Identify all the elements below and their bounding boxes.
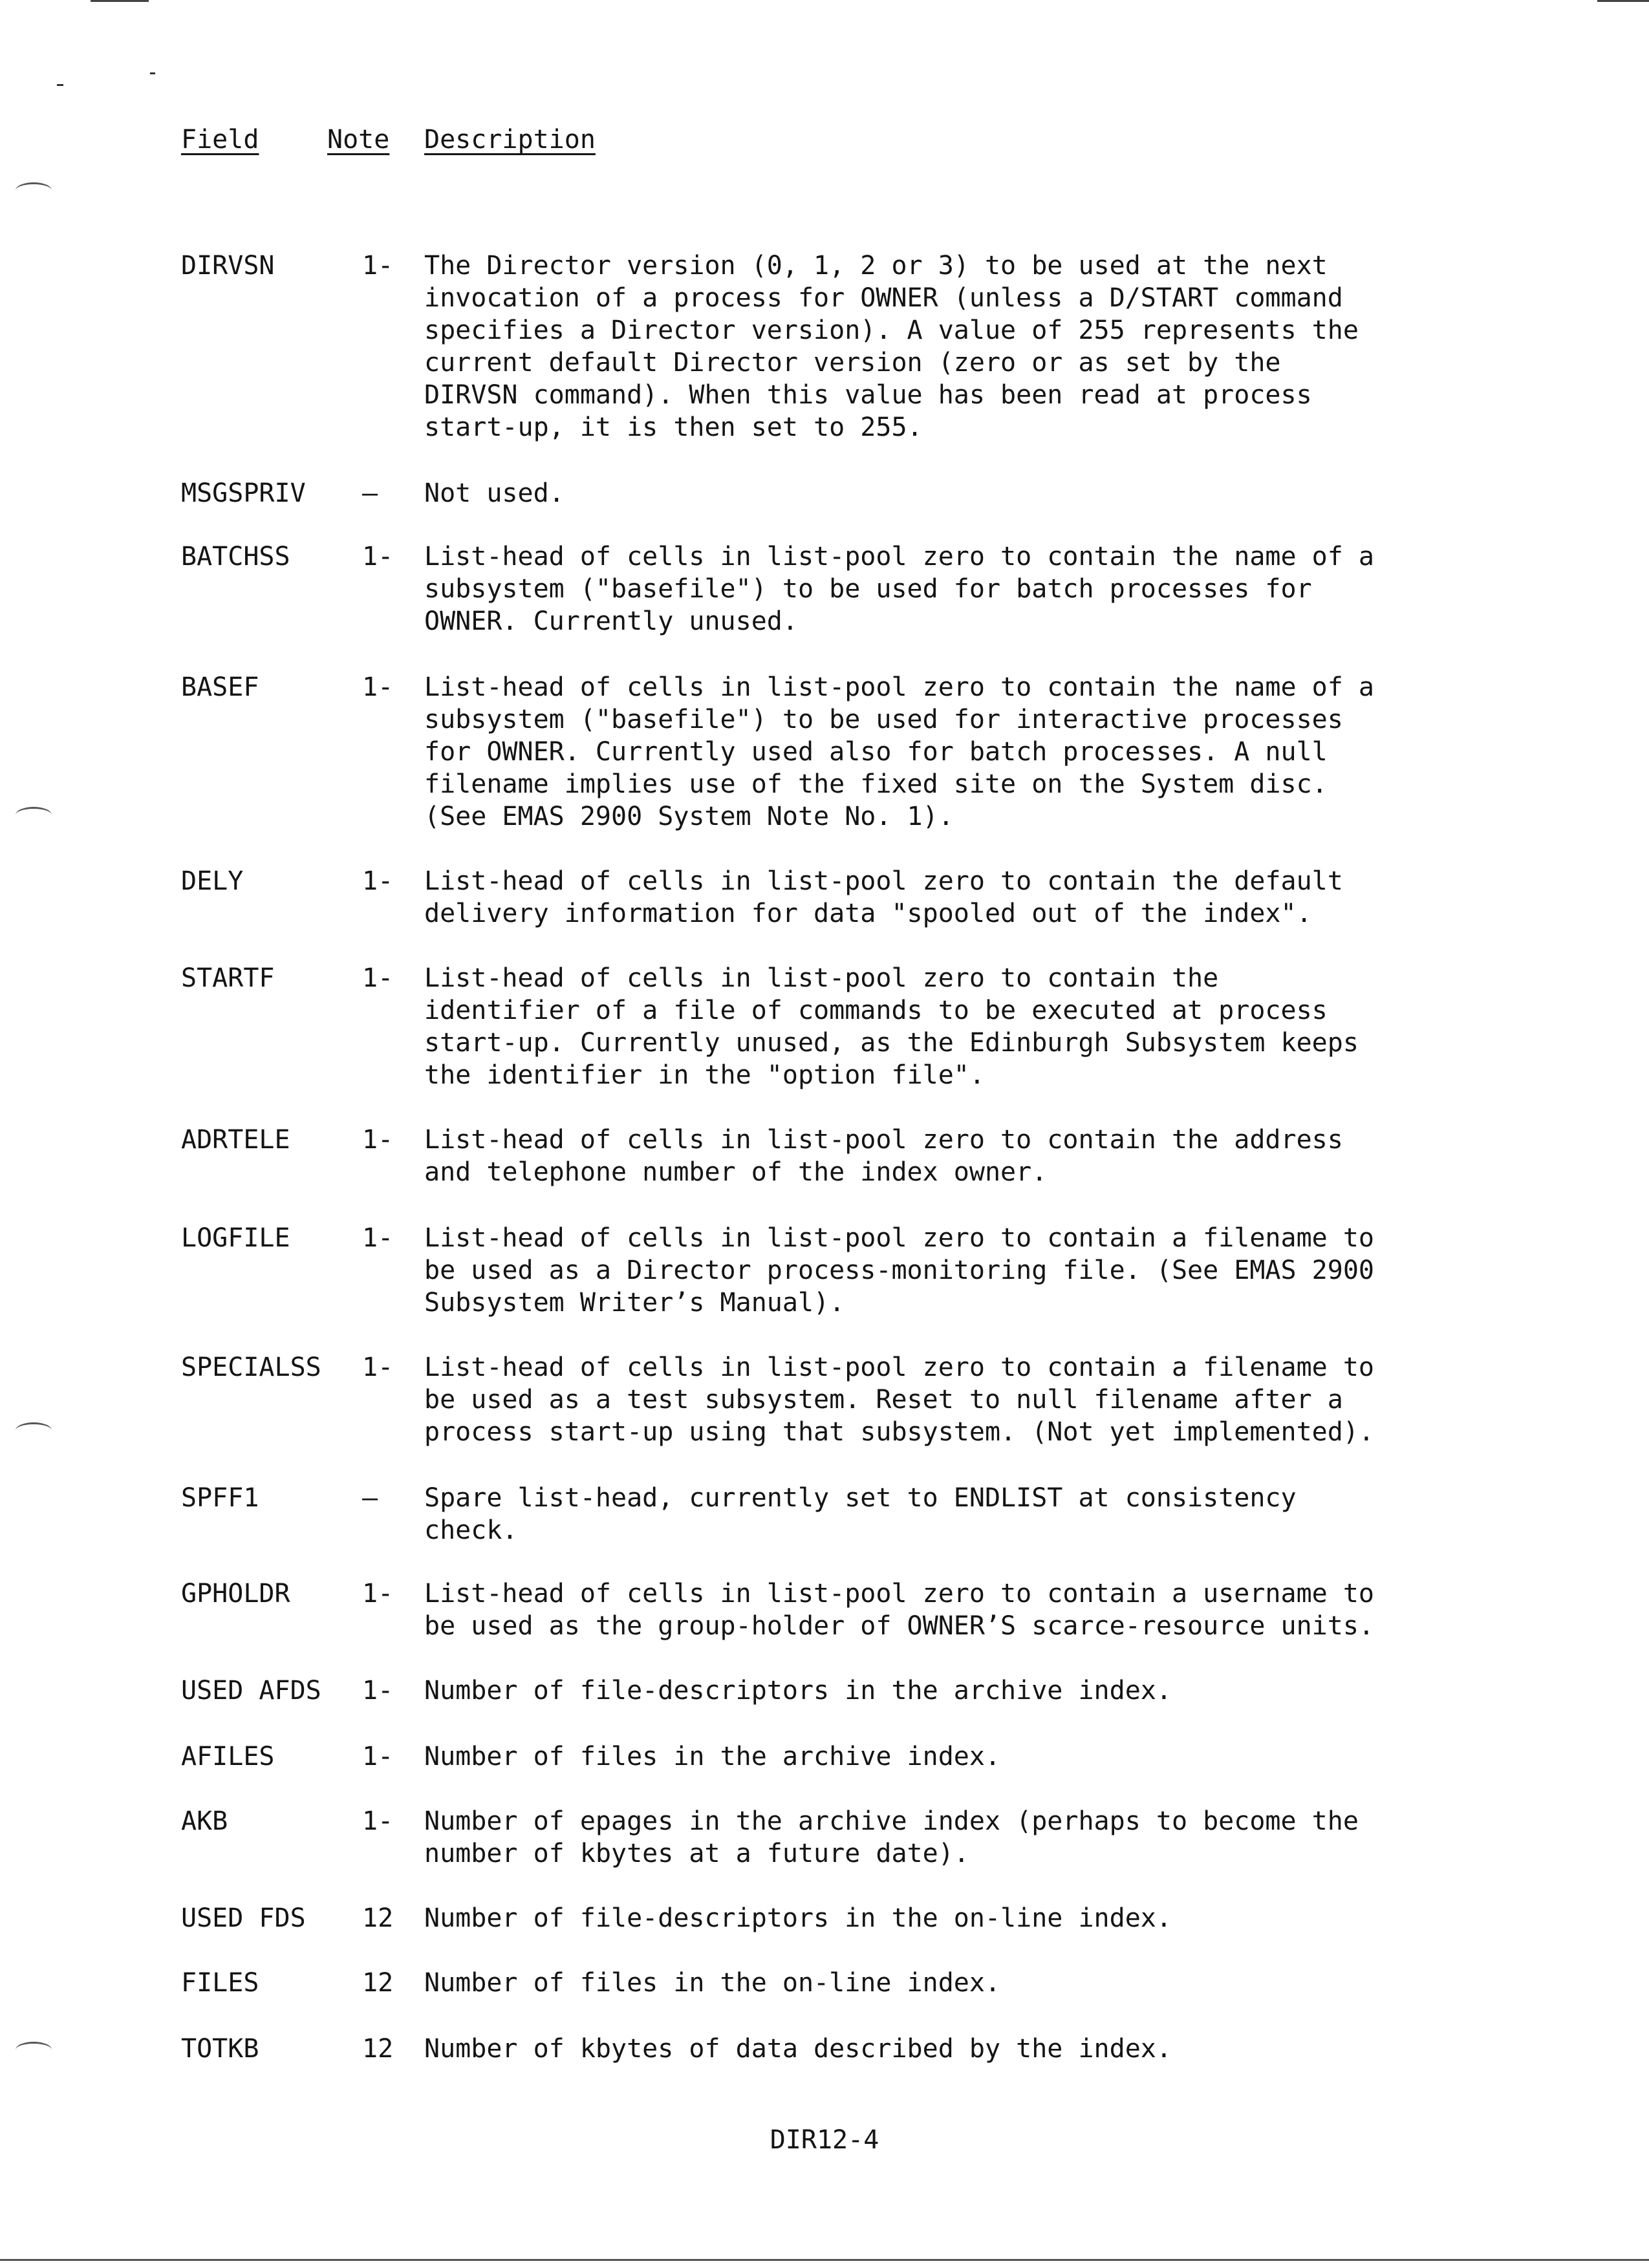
field-note: 1-: [362, 251, 394, 281]
field-note: 1-: [362, 1223, 394, 1253]
field-name: AFILES: [181, 1742, 275, 1771]
field-name: GPHOLDR: [181, 1579, 290, 1609]
field-name: DELY: [181, 866, 244, 896]
field-note: 1-: [362, 542, 394, 572]
margin-tick-mark: [16, 1422, 52, 1439]
field-description: List-head of cells in list-pool zero to contain the default delivery information for data "spooled out of the index".: [424, 866, 1343, 928]
field-name: DIRVSN: [181, 251, 275, 281]
field-name: USED FDS: [181, 1903, 306, 1933]
field-description: List-head of cells in list-pool zero to contain a username to be used as the group-holder of OWNER’S scarce-resource units.: [424, 1579, 1375, 1641]
field-name: SPECIALSS: [181, 1353, 321, 1382]
field-note: 12: [362, 1968, 394, 1998]
field-name: FILES: [181, 1968, 259, 1998]
field-name: AKB: [181, 1806, 228, 1836]
page-number: DIR12-4: [770, 2125, 879, 2155]
field-name: SPFF1: [181, 1483, 259, 1513]
field-name: MSGSPRIV: [181, 478, 306, 508]
field-name: USED AFDS: [181, 1676, 321, 1706]
column-header-description: Description: [424, 125, 596, 155]
column-header-note: Note: [327, 125, 390, 155]
field-note: 1-: [362, 1579, 394, 1609]
field-name: BATCHSS: [181, 542, 290, 572]
field-description: Number of file-descriptors in the archive index.: [424, 1676, 1172, 1706]
column-header-row: [0, 122, 1649, 160]
field-note: 1-: [362, 963, 394, 993]
field-description: List-head of cells in list-pool zero to contain a filename to be used as a Director process-monitoring file. (See EMAS 2900 Subsystem Writer’s Manual).: [424, 1223, 1375, 1318]
field-description: Number of file-descriptors in the on-line index.: [424, 1903, 1172, 1933]
column-header-field: Field: [181, 125, 259, 155]
field-name: BASEF: [181, 672, 259, 702]
field-note: 1-: [362, 1353, 394, 1382]
field-note: 12: [362, 1903, 394, 1933]
field-name: STARTF: [181, 963, 275, 993]
field-description: List-head of cells in list-pool zero to contain the name of a subsystem ("basefile") to be used for interactive processes for OWNER. Currently used also for batch processes. A null filename implies use of the fixed site on the System disc. (See EMAS 2900 System Note No. 1).: [424, 672, 1375, 831]
field-name: ADRTELE: [181, 1125, 290, 1155]
field-description: Not used.: [424, 478, 565, 508]
margin-tick-mark: [16, 807, 52, 823]
field-note: —: [362, 1483, 378, 1513]
field-name: LOGFILE: [181, 1223, 290, 1253]
field-note: 12: [362, 2034, 394, 2064]
field-description: Number of kbytes of data described by the index.: [424, 2034, 1172, 2064]
field-note: 1-: [362, 866, 394, 896]
top-rule-right: [1597, 0, 1649, 2]
field-description: List-head of cells in list-pool zero to contain a filename to be used as a test subsystem. Reset to null filename after a process start-up using that subsystem. (Not yet implemented).: [424, 1353, 1375, 1447]
field-note: —: [362, 478, 378, 508]
margin-tick-mark: [16, 2042, 52, 2058]
stray-mark: [57, 84, 63, 86]
field-note: 1-: [362, 672, 394, 702]
field-description: The Director version (0, 1, 2 or 3) to be used at the next invocation of a process for OWNER (unless a D/START command specifies a Director version). A value of 255 represents the current default Director version (zero or as set by the DIRVSN command). When this value has been read at process start-up, it is then set to 255.: [424, 251, 1359, 442]
field-note: 1-: [362, 1742, 394, 1771]
field-note: 1-: [362, 1125, 394, 1155]
field-description: Number of epages in the archive index (perhaps to become the number of kbytes at a future date).: [424, 1806, 1359, 1868]
field-description: List-head of cells in list-pool zero to contain the address and telephone number of the index owner.: [424, 1125, 1343, 1187]
field-description: Number of files in the archive index.: [424, 1742, 1001, 1771]
field-description: List-head of cells in list-pool zero to contain the name of a subsystem ("basefile") to be used for batch processes for OWNER. Currently unused.: [424, 542, 1375, 636]
stray-mark: [150, 72, 155, 74]
margin-tick-mark: [16, 182, 52, 198]
top-rule-left: [91, 0, 149, 2]
field-description: Number of files in the on-line index.: [424, 1968, 1001, 1998]
field-note: 1-: [362, 1676, 394, 1706]
bottom-rule: [0, 2259, 1649, 2261]
field-description: Spare list-head, currently set to ENDLIST at consistency check.: [424, 1483, 1297, 1545]
field-name: TOTKB: [181, 2034, 259, 2064]
field-description: List-head of cells in list-pool zero to contain the identifier of a file of commands to be executed at process start-up. Currently unused, as the Edinburgh Subsystem keeps the identifier in the "option file".: [424, 963, 1359, 1090]
field-note: 1-: [362, 1806, 394, 1836]
